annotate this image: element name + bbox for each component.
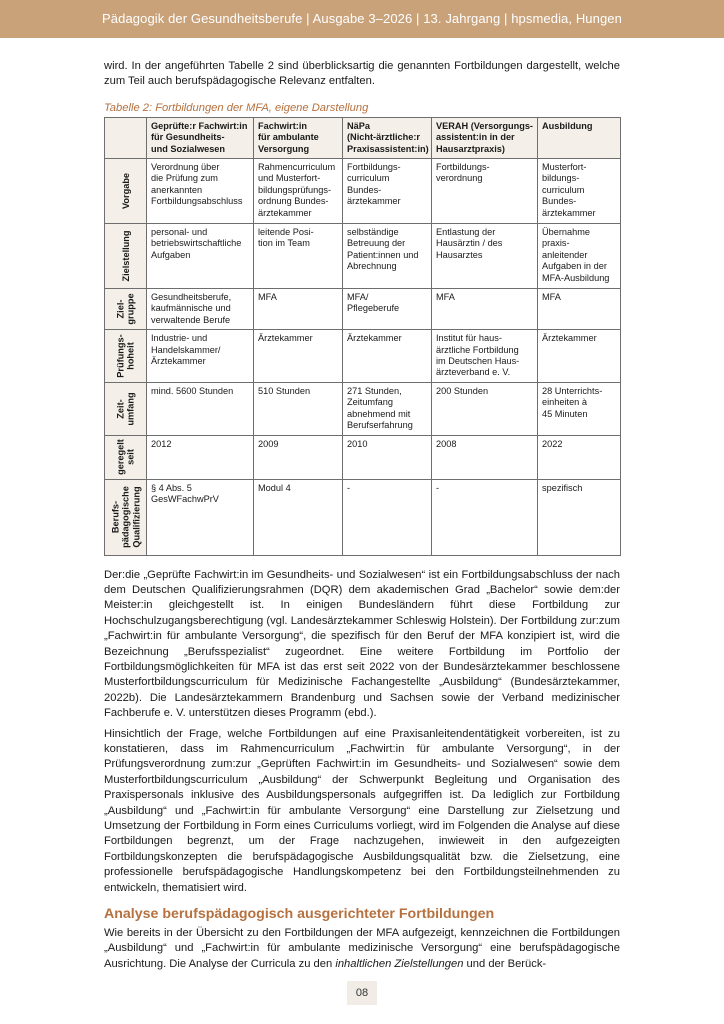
training-table: [104, 117, 621, 556]
table-row: [105, 159, 621, 224]
table-cell: MFA/ Pflegeberufe: [343, 289, 432, 330]
row-header-label: Vorgabe: [120, 172, 131, 210]
row-header-label: Zeit- umfang: [115, 392, 136, 426]
row-header: [105, 382, 147, 435]
body-paragraph-3-italic: inhaltlichen Zielstellungen: [335, 957, 464, 970]
table-cell: Musterfort- bildungs- curriculum Bundes- ärztekammer: [538, 159, 621, 224]
intro-paragraph: wird. In der angeführten Tabelle 2 sind überblicksartig die genannten Fortbildungen dargestellt, welche zum Teil auch berufspädagogische Relevanz entfalten.: [104, 60, 620, 88]
page-number: 08: [347, 981, 377, 1005]
table-row: [105, 435, 621, 479]
table-cell: 510 Stunden: [254, 382, 343, 435]
table-cell: 2009: [254, 435, 343, 479]
row-header: [105, 479, 147, 555]
table-cell: § 4 Abs. 5 GesWFachwPrV: [147, 479, 254, 555]
row-header: [105, 330, 147, 383]
page-content: [104, 59, 620, 972]
column-header: Geprüfte:r Fachwirt:in für Gesundheits- und Sozialwesen: [147, 117, 254, 158]
table-cell: 2008: [432, 435, 538, 479]
body-paragraph-2: Hinsichtlich der Frage, welche Fortbildungen auf eine Praxisanleitendentätigkeit vorbereiten, ist zu konstatieren, dass im Rahmencurriculum „Fachwirt:in für ambulante Versorgung“, in der Prüfungsverordnung zum:zur „Geprüften Fachwirt:in im Gesundheits- und Sozialwesen“ sowie dem Musterfortbildungscurriculum „Ausbildung“ der Schwerpunkt Begleitung und Organisation des Praxispersonals inklusive des Ausbildungspersonals aufgegriffen ist. Da lediglich zur Fortbildung „Ausbildung“ und „Fachwirt:in für ambulante Versorgung“ eine Darstellung zur Zielsetzung und Umsetzung der Fortbildung in Form eines Curriculums vorliegt, wird im Folgenden die Analyse auf diese Fortbildungen begrenzt, um der Frage nachzugehen, inwieweit in den aufgezeigten Fortbildungskonzepten die berufspädagogische Ausbildungsqualität bzw. die Zielsetzung, eine professionelle berufspädagogische Handlungskompetenz bei den Fortbildungsteilnehmenden zu entwickeln, thematisiert wird.: [104, 727, 620, 894]
table-cell: Ärztekammer: [538, 330, 621, 383]
table-cell: leitende Posi- tion im Team: [254, 224, 343, 289]
table-cell: MFA: [538, 289, 621, 330]
body-paragraph-3-start: Wie bereits in der Übersicht zu den Fortbildungen der MFA aufgezeigt, kennzeichnen die Fortbildungen „Ausbildung“ und „Fachwirt:in für ambulante medizinische Versorgung“ eine berufspädagogische Ausrichtung. Die Analyse der Curricula zu den: [104, 927, 620, 970]
body-paragraph-1: Der:die „Geprüfte Fachwirt:in im Gesundheits- und Sozialwesen“ ist ein Fortbildungsabschluss der nach dem Deutschen Qualifizierungsrahmen (DQR) dem akademischen Grad „Bachelor“ sowie dem:der Meister:in gleichgestellt ist. In einigen Bundesländern führt diese Fortbildung zur Hochschulzugangsberechtigung (vgl. Landesärztekammer Schleswig Holstein). Der Fortbildung zur:zum „Fachwirt:in für ambulante Versorgung“, die spezifisch für den Beruf der MFA konzipiert ist, wird die Bezeichnung „Berufsspezialist“ zugeordnet. Eine weitere Fortbildung im Portfolio der Fortbildungsmöglichkeiten für MFA ist das erst seit 2022 von der Bundesärztekammer beschlossene Musterfortbildungscurriculum für Medizinische Fachangestellte „Ausbildung“ (Bundesärztekammer, 2022b). Die Landesärztekammern Brandenburg und Sachsen sowie der Verband medizinischer Fachberufe e. V. unterstützen dieses Programm (ebd.).: [104, 568, 620, 720]
table-cell: 2010: [343, 435, 432, 479]
table-cell: selbständige Betreuung der Patient:innen und Abrechnung: [343, 224, 432, 289]
body-paragraph-3: [104, 926, 620, 972]
row-header: [105, 159, 147, 224]
row-header-label: Prüfungs- hoheit: [115, 334, 136, 378]
table-cell: -: [343, 479, 432, 555]
table-cell: 271 Stunden, Zeitumfang abnehmend mit Berufserfahrung: [343, 382, 432, 435]
table-cell: Entlastung der Hausärztin / des Hausarztes: [432, 224, 538, 289]
table-cell: 28 Unterrichts- einheiten à 45 Minuten: [538, 382, 621, 435]
journal-header: [0, 0, 724, 38]
table-cell: Fortbildungs- curriculum Bundes- ärztekammer: [343, 159, 432, 224]
table-row: [105, 224, 621, 289]
journal-header-title: Pädagogik der Gesundheitsberufe | Ausgabe 3–2026 | 13. Jahrgang | hpsmedia, Hungen: [102, 11, 622, 26]
table-cell: Übernahme praxis- anleitender Aufgaben in der MFA-Ausbildung: [538, 224, 621, 289]
table-cell: Modul 4: [254, 479, 343, 555]
column-header: NäPa (Nicht-ärztliche:r Praxisassistent:in): [343, 117, 432, 158]
table-cell: Verordnung über die Prüfung zum anerkannten Fortbildungsabschluss: [147, 159, 254, 224]
table-cell: personal- und betriebswirtschaftliche Aufgaben: [147, 224, 254, 289]
row-header: [105, 224, 147, 289]
table-cell: Gesundheitsberufe, kaufmännische und verwaltende Berufe: [147, 289, 254, 330]
row-header-label: Berufs- pädagogische Qualifizierung: [109, 486, 141, 548]
table-cell: Rahmencurriculum und Musterfort- bildungsprüfungs- ordnung Bundes- ärztekammer: [254, 159, 343, 224]
table-row: [105, 479, 621, 555]
table-header-row: [105, 117, 621, 158]
table-cell: -: [432, 479, 538, 555]
row-header-label: Zielstellung: [120, 230, 131, 282]
row-header: [105, 435, 147, 479]
table-cell: Ärztekammer: [254, 330, 343, 383]
table-corner-cell: [105, 117, 147, 158]
column-header: VERAH (Versorgungs- assistent:in in der Hausarztpraxis): [432, 117, 538, 158]
table-cell: Industrie- und Handelskammer/ Ärztekammer: [147, 330, 254, 383]
table-cell: MFA: [432, 289, 538, 330]
section-heading: Analyse berufspädagogisch ausgerichteter Fortbildungen: [104, 906, 495, 923]
table-cell: Institut für haus- ärztliche Fortbildung im Deutschen Haus- ärzteverband e. V.: [432, 330, 538, 383]
column-header: Fachwirt:in für ambulante Versorgung: [254, 117, 343, 158]
body-paragraph-3-end: und der Berück-: [463, 957, 547, 970]
table-row: [105, 330, 621, 383]
table-row: [105, 382, 621, 435]
row-header: [105, 289, 147, 330]
table-cell: 2012: [147, 435, 254, 479]
row-header-label: Ziel- gruppe: [115, 293, 136, 325]
table-cell: MFA: [254, 289, 343, 330]
table-cell: mind. 5600 Stunden: [147, 382, 254, 435]
table-caption: Tabelle 2: Fortbildungen der MFA, eigene Darstellung: [104, 101, 369, 114]
table-cell: Ärztekammer: [343, 330, 432, 383]
table-cell: spezifisch: [538, 479, 621, 555]
column-header: Ausbildung: [538, 117, 621, 158]
row-header-label: geregelt seit: [115, 439, 136, 475]
table-row: [105, 289, 621, 330]
table-cell: Fortbildungs- verordnung: [432, 159, 538, 224]
table-cell: 2022: [538, 435, 621, 479]
table-cell: 200 Stunden: [432, 382, 538, 435]
